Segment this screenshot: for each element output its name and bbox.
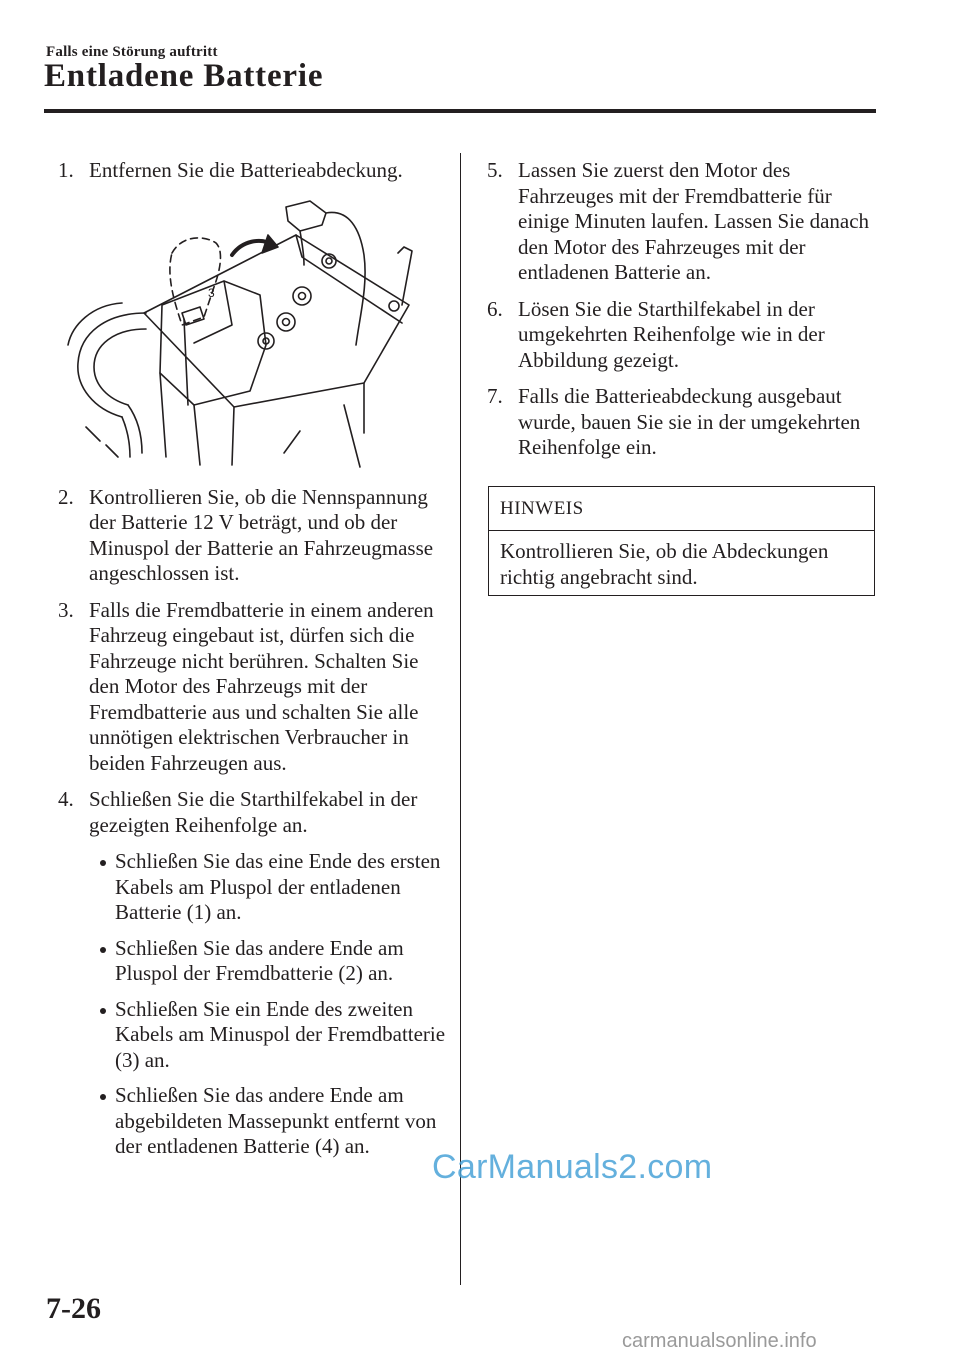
step-2 [58,485,453,587]
step-3 [58,598,453,777]
step-text: Kontrollieren Sie, ob die Nennspannung der Batterie 12 V beträgt, und ob der Minuspol der Batterie an Fahrzeugmasse angeschlossen ist. [89,484,434,585]
bullet-dot [100,1094,106,1100]
step-5 [487,158,877,286]
bullet-text: Schließen Sie das andere Ende am abgebildeten Massepunkt entfernt von der entladenen Batterie (4) an. [115,1083,437,1158]
step-number: 6. [487,296,503,321]
title-rule [44,109,876,113]
bullet-text: Schließen Sie das andere Ende am Pluspol der Fremdbatterie (2) an. [115,935,404,985]
bullet-item [88,936,453,987]
bullet-dot [100,860,106,866]
step-number: 1. [58,158,74,182]
page-number: 7-26 [46,1292,101,1325]
step-text: Falls die Batterieabdeckung ausgebaut wurde, bauen Sie sie in der umgekehrten Reihenfolge ein. [518,384,861,459]
right-column [487,158,877,472]
step-text: Lösen Sie die Starthilfekabel in der umgekehrten Reihenfolge wie in der Abbildung gezeigt. [518,296,825,372]
step-number: 5. [487,158,503,182]
step-6 [487,297,877,374]
step-4 [58,787,453,838]
page-title: Entladene Batterie [44,58,324,94]
step-number: 7. [487,384,503,408]
step-4-bullets [88,849,453,1160]
bullet-item [88,849,453,926]
note-heading: HINWEIS [489,487,874,531]
bullet-dot [100,1008,106,1014]
step-1 [58,158,453,184]
column-divider [460,153,461,1285]
step-text: Falls die Fremdbatterie in einem anderen Fahrzeug eingebaut ist, dürfen sich die Fahrzeuge nicht berühren. Schalten Sie den Motor des Fahrzeugs mit der Fremdbatterie aus und schalten Sie alle unnötigen elektrischen Verbraucher in beiden Fahrzeugen aus. [89,597,434,775]
battery-cover-illustration [64,195,424,473]
svg-text:3: 3 [208,285,215,300]
step-number: 4. [58,787,74,811]
section-label: Falls eine Störung auftritt [46,44,218,60]
step-number: 2. [58,484,74,509]
bullet-item [88,997,453,1074]
step-number: 3. [58,597,74,622]
bullet-dot [100,947,106,953]
note-text: Kontrollieren Sie, ob die Abdeckungen richtig angebracht sind. [500,539,829,589]
left-column [58,158,453,1170]
bullet-item [88,1083,453,1160]
step-7 [487,384,877,461]
bullet-text: Schließen Sie ein Ende des zweiten Kabels am Minuspol der Fremdbatterie (3) an. [115,996,446,1072]
bullet-text: Schließen Sie das eine Ende des ersten Kabels am Pluspol der entladenen Batterie (1) an. [115,849,441,924]
step-text: Schließen Sie die Starthilfekabel in der gezeigten Reihenfolge an. [89,787,418,837]
footer-site-mark: carmanualsonline.info [622,1330,817,1352]
step-text: Lassen Sie zuerst den Motor des Fahrzeuges mit der Fremdbatterie für einige Minuten laufen. Lassen Sie danach den Motor des Fahrzeuges mit der entladenen Batterie an. [518,158,870,284]
note-box [488,486,875,596]
step-text: Entfernen Sie die Batterieabdeckung. [89,158,403,182]
watermark-logo: CarManuals2.com [432,1148,713,1186]
